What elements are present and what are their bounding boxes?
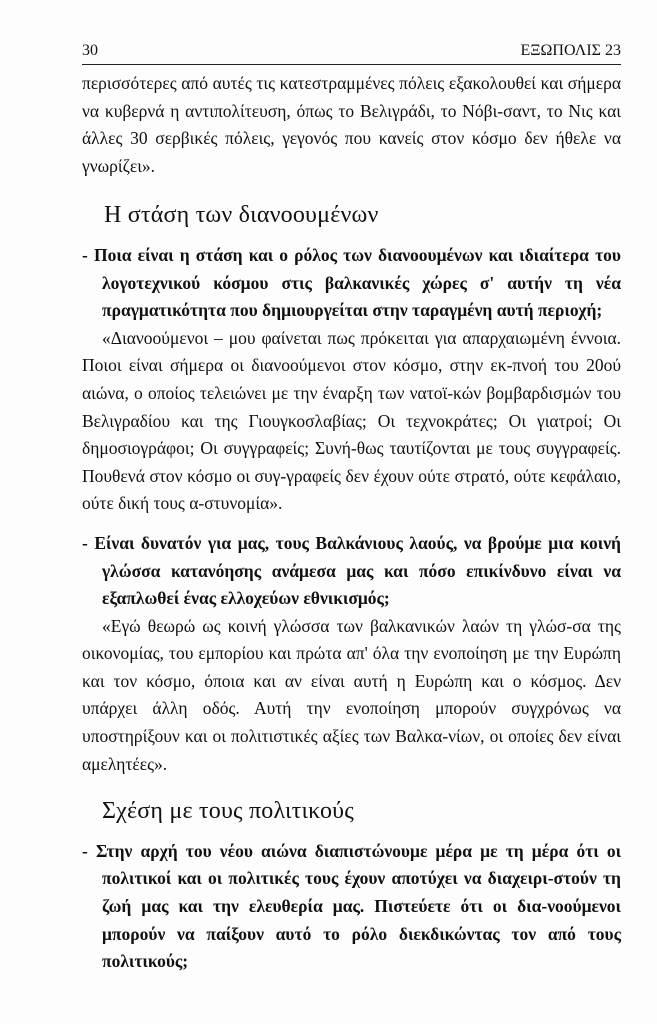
section-heading-politicians: Σχέση με τους πολιτικούς (102, 798, 354, 825)
question-2: - Είναι δυνατόν για μας, τους Βαλκάνιους λαούς, να βρούμε μια κοινή γλώσσα κατανόησης ανάμεσα μας και πόσο επικίνδυνο είναι να εξαπλωθεί ένας ελλοχεύων εθνικισμός; (82, 532, 621, 609)
section-heading-intellectuals: Η στάση των διανοουμένων (104, 202, 379, 229)
question-3: - Στην αρχή του νέου αιώνα διαπιστώνουμε μέρα με τη μέρα ότι οι πολιτικοί και οι πολιτικές τους έχουν αποτύχει να διαχειρι-στούν τη ζωή μας και την ελευθερία μας. Πιστεύετε ότι οι δια-νοούμενοι μπορούν να παίξουν αυτό το ρόλο διεκδικώντας τον από τους πολιτικούς; (82, 840, 621, 972)
page-header (82, 38, 621, 65)
page-body (82, 70, 621, 976)
running-title: ΕΞΩΠΟΛΙΣ 23 (520, 42, 621, 59)
page-number: 30 (82, 42, 98, 59)
answer-1: «Διανοούμενοι – μου φαίνεται πως πρόκειται για απαρχαιωμένη έννοια. Ποιοι είναι σήμερα οι διανοούμενοι στον κόσμο, στην εκ-πνοή του 20ού αιώνα, ο οποίος τελειώνει με την έναρξη των νατοϊ-κών βομβαρδισμών του Βελιγραδίου και της Γιουγκοσλαβίας; Οι τεχνοκράτες; Οι γιατροί; Οι δημοσιογράφοι; Οι συγγραφείς; Συνή-θως ταυτίζονται με τους συγγραφείς. Πουθενά στον κόσμο οι συγ-γραφείς δεν έχουν ούτε στρατό, ούτε κεφάλαιο, ούτε δική τους α-στυνομία». (82, 327, 621, 514)
answer-2: «Εγώ θεωρώ ως κοινή γλώσσα των βαλκανικών λαών τη γλώσ-σα της οικονομίας, του εμπορίου και πρώτα απ' όλα την ενοποίηση με την Ευρώπη και τον κόσμο, όποια και αν είναι αυτή η Ευρώπη και ο κόσμος. Δεν υπάρχει άλλη οδός. Αυτή την ενοποίηση μπορούν συγχρόνως να υποστηρίξουν και οι πολιτιστικές αξίες των Βαλκα-νίων, οι οποίες δεν είναι αμελητέες». (82, 615, 621, 774)
intro-paragraph: περισσότερες από αυτές τις κατεστραμμένες πόλεις εξακολουθεί και σήμερα να κυβερνά η αντιπολίτευση, όπως το Βελιγράδι, το Νόβι-σαντ, το Νις και άλλες 30 σερβικές πόλεις, γεγονός που κανείς στον κόσμο δεν ήθελε να γνωρίζει». (82, 73, 621, 176)
question-1: - Ποια είναι η στάση και ο ρόλος των διανοουμένων και ιδιαίτερα του λογοτεχνικού κόσμου στις βαλκανικές χώρες σ' αυτήν τη νέα πραγματικότητα που δημιουργείται στην ταραγμένη αυτή περιοχή; (82, 244, 621, 321)
